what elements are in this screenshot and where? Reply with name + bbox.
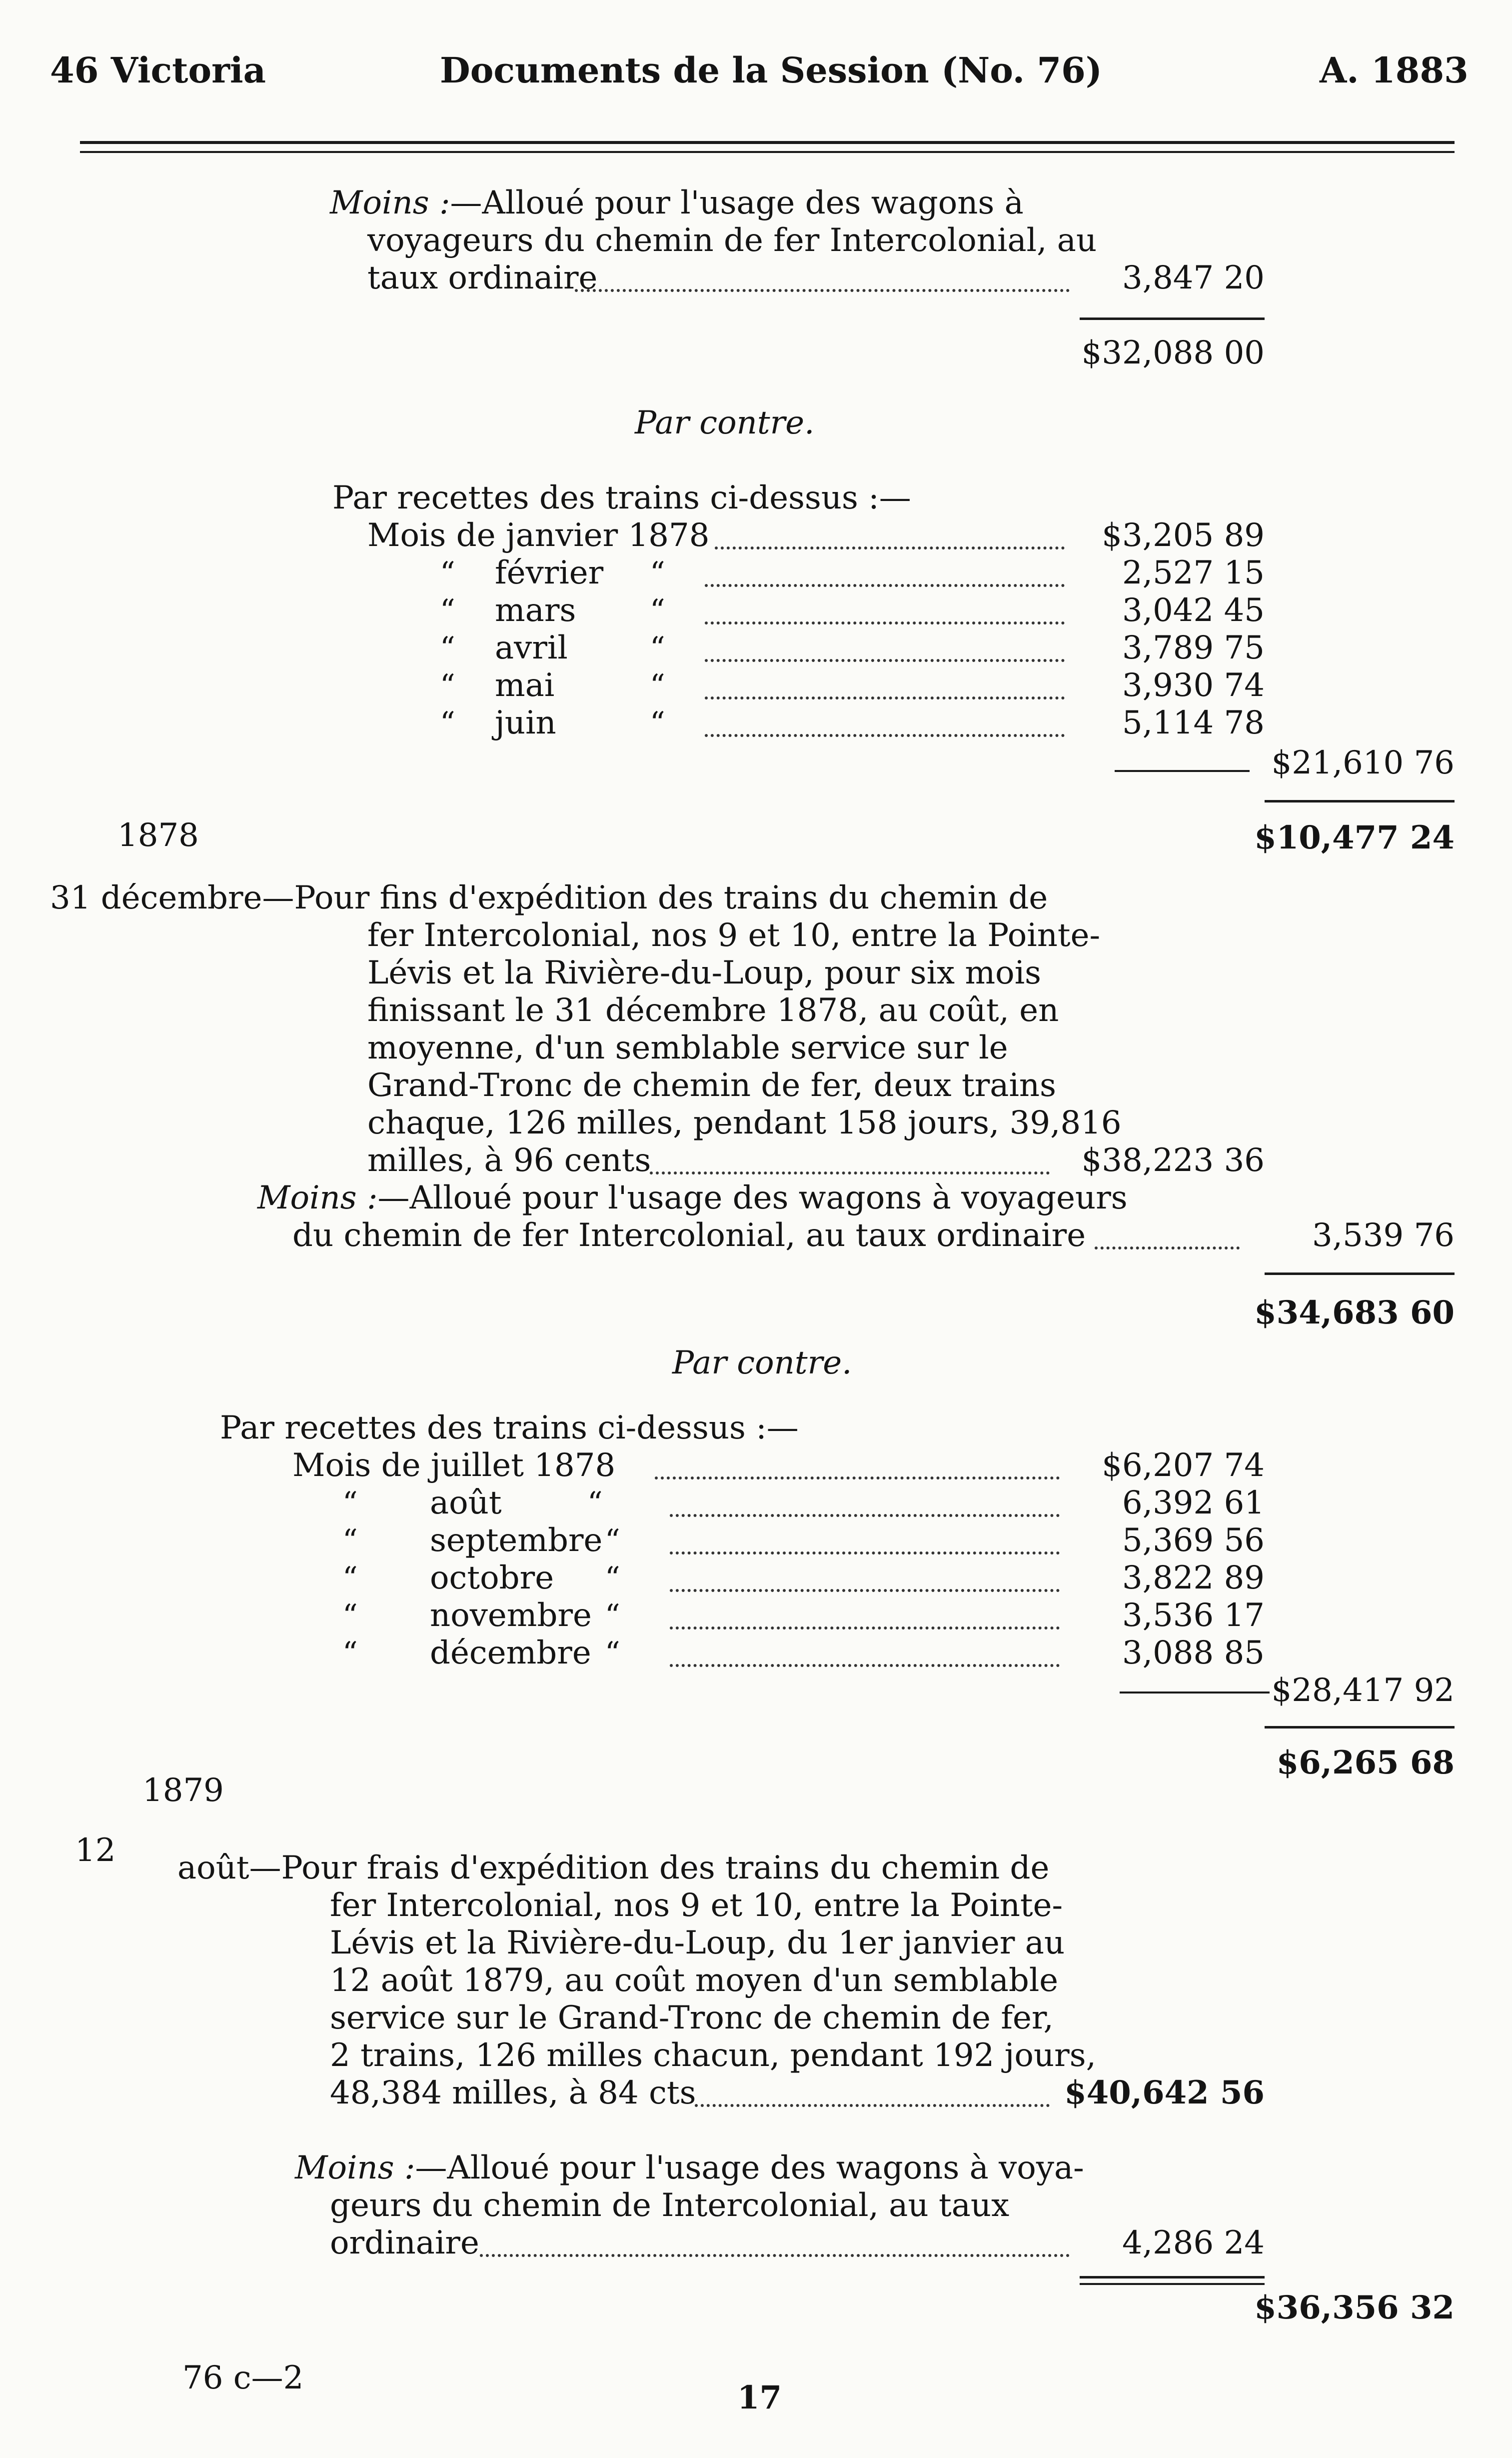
s1-moins-amount: 3,847 20 xyxy=(1122,260,1265,296)
s2-line-5: moyenne, d'un semblable service sur le xyxy=(367,1030,1008,1066)
ditto-mark: “ xyxy=(440,556,455,590)
s2-moins-line-1: Moins :—Alloué pour l'usage des wagons à voyageurs xyxy=(257,1180,1128,1216)
s3-moins-amount: 4,286 24 xyxy=(1122,2224,1265,2262)
s2-line-3: Lévis et la Rivière-du-Loup, pour six mois xyxy=(367,954,1041,992)
s1-month-amount-2: 2,527 15 xyxy=(1122,554,1265,592)
s1-sum: $21,610 76 xyxy=(1271,744,1455,782)
s2-line-1: 31 décembre—Pour fins d'expédition des trains du chemin de xyxy=(50,880,1048,916)
s3-line-6: 2 trains, 126 milles chacun, pendant 192 jours, xyxy=(330,2037,1096,2074)
s1-month-row-3: mars xyxy=(495,592,576,629)
sum-rule xyxy=(1080,2276,1265,2278)
s2-line-2: fer Intercolonial, nos 9 et 10, entre la Pointe- xyxy=(367,917,1101,954)
leader xyxy=(1095,1246,1240,1250)
ditto-mark: “ xyxy=(605,1560,620,1596)
s2-month-amount-5: 3,536 17 xyxy=(1122,1597,1265,1634)
s3-line-2: fer Intercolonial, nos 9 et 10, entre la Pointe- xyxy=(330,1887,1063,1924)
ditto-mark: “ xyxy=(650,706,665,740)
s2-line-7: chaque, 126 milles, pendant 158 jours, 39,816 xyxy=(367,1104,1122,1142)
leader xyxy=(670,1589,1060,1592)
s3-line-1: août—Pour frais d'expédition des trains du chemin de xyxy=(177,1850,1050,1886)
page-number: 17 xyxy=(737,2379,782,2416)
sum-rule xyxy=(1080,2283,1265,2285)
s2-line-6: Grand-Tronc de chemin de fer, deux trains xyxy=(367,1067,1056,1104)
s2-month-amount-3: 5,369 56 xyxy=(1122,1522,1265,1559)
s3-month: août xyxy=(177,1850,249,1886)
s3-year: 1879 xyxy=(142,1772,224,1809)
ditto-mark: “ xyxy=(650,593,665,628)
ditto-mark: “ xyxy=(650,668,665,703)
header-rule-2 xyxy=(80,151,1455,153)
s1-month-row-6: juin xyxy=(495,704,556,742)
ditto-mark: “ xyxy=(440,593,455,628)
ditto-mark: “ xyxy=(650,630,665,666)
s2-cost: $38,223 36 xyxy=(1081,1142,1265,1179)
s2-month-amount-2: 6,392 61 xyxy=(1122,1484,1265,1522)
ditto-mark: “ xyxy=(605,1523,620,1558)
s2-line-8: milles, à 96 cents xyxy=(367,1142,651,1179)
s1-month-row-4: avril xyxy=(495,630,568,666)
s1-moins-line-1: Moins :—Alloué pour l'usage des wagons à xyxy=(330,184,1024,222)
leader xyxy=(705,584,1065,587)
s1-month-amount-4: 3,789 75 xyxy=(1122,630,1265,666)
s2-recettes: Par recettes des trains ci-dessus :— xyxy=(220,1410,799,1446)
ditto-mark: “ xyxy=(342,1560,358,1596)
header-left: 46 Victoria xyxy=(50,50,266,91)
s1-total: $32,088 00 xyxy=(1081,334,1265,372)
sum-rule xyxy=(1265,800,1455,802)
s3-moins-line-3: ordinaire xyxy=(330,2224,479,2262)
ditto-mark: “ xyxy=(587,1486,603,1520)
s3-total: $36,356 32 xyxy=(1254,2289,1455,2326)
s3-line-4: 12 août 1879, au coût moyen d'un semblable xyxy=(330,1962,1059,1999)
leader xyxy=(670,1514,1060,1517)
leader xyxy=(715,546,1065,550)
s2-month-amount-1: $6,207 74 xyxy=(1102,1447,1265,1484)
header-center: Documents de la Session (No. 76) xyxy=(440,50,1102,91)
s2-par-contre: Par contre. xyxy=(672,1344,852,1382)
s2-balance: $6,265 68 xyxy=(1276,1744,1455,1782)
s1-month-amount-3: 3,042 45 xyxy=(1122,592,1265,629)
leader xyxy=(705,659,1065,662)
leader xyxy=(650,1172,1050,1174)
ditto-mark: “ xyxy=(440,630,455,666)
s3-moins-line-1: Moins :—Alloué pour l'usage des wagons à voya- xyxy=(295,2150,1084,2186)
s3-line-7: 48,384 milles, à 84 cts xyxy=(330,2074,696,2112)
sum-rule xyxy=(1265,1272,1455,1275)
s2-sum: $28,417 92 xyxy=(1271,1672,1455,1709)
s3-moins-line-2: geurs du chemin de Intercolonial, au taux xyxy=(330,2187,1010,2224)
ditto-mark: “ xyxy=(605,1636,620,1670)
sum-rule xyxy=(1080,318,1265,320)
ditto-mark: “ xyxy=(440,668,455,703)
leader xyxy=(705,622,1065,624)
header-rule-1 xyxy=(80,141,1455,144)
s2-month-amount-6: 3,088 85 xyxy=(1122,1634,1265,1672)
leader xyxy=(705,734,1065,737)
s1-month-amount-1: $3,205 89 xyxy=(1102,517,1265,554)
s2-moins-line-2: du chemin de fer Intercolonial, au taux ordinaire xyxy=(292,1217,1086,1254)
leader xyxy=(480,2254,1070,2257)
s3-cost: $40,642 56 xyxy=(1064,2074,1265,2112)
leader xyxy=(670,1626,1060,1630)
s3-day: 12 xyxy=(75,1832,116,1869)
s1-par-contre: Par contre. xyxy=(635,404,815,442)
s2-moins-amount: 3,539 76 xyxy=(1312,1217,1455,1254)
s3-line-3: Lévis et la Rivière-du-Loup, du 1er janvier au xyxy=(330,1924,1065,1962)
ditto-mark: “ xyxy=(605,1598,620,1633)
s1-month-amount-6: 5,114 78 xyxy=(1122,704,1265,742)
ditto-mark: “ xyxy=(342,1523,358,1558)
s2-month-row-1: Mois de juillet 1878 xyxy=(292,1447,616,1484)
ditto-mark: “ xyxy=(342,1486,358,1520)
s2-total: $34,683 60 xyxy=(1254,1294,1455,1332)
s2-month-row-2: août xyxy=(430,1484,502,1522)
leader xyxy=(670,1552,1060,1554)
sum-rule xyxy=(1120,1692,1270,1694)
s1-month-row-5: mai xyxy=(495,667,555,704)
s1-moins-line-3: taux ordinaire xyxy=(367,260,598,296)
s1-moins-line-2: voyageurs du chemin de fer Intercolonial, au xyxy=(367,222,1097,259)
footer-left: 76 c—2 xyxy=(182,2360,304,2396)
s1-balance: $10,477 24 xyxy=(1254,819,1455,856)
s2-year: 1878 xyxy=(117,817,199,854)
ditto-mark: “ xyxy=(342,1598,358,1633)
s2-month-row-4: octobre xyxy=(430,1560,554,1596)
s3-line-5: service sur le Grand-Tronc de chemin de fer, xyxy=(330,2000,1054,2036)
header-right: A. 1883 xyxy=(1320,50,1469,91)
s2-month-row-6: décembre xyxy=(430,1634,591,1672)
leader xyxy=(695,2104,1050,2107)
leader xyxy=(655,1476,1060,1480)
ditto-mark: “ xyxy=(440,706,455,740)
sum-rule xyxy=(1265,1726,1455,1728)
s2-month-row-3: septembre xyxy=(430,1522,603,1559)
ditto-mark: “ xyxy=(650,556,665,590)
sum-rule xyxy=(1115,770,1250,772)
s2-date: 31 décembre xyxy=(50,880,262,916)
s2-line-4: finissant le 31 décembre 1878, au coût, en xyxy=(367,992,1059,1029)
s1-month-amount-5: 3,930 74 xyxy=(1122,667,1265,704)
leader xyxy=(705,696,1065,700)
s1-recettes: Par recettes des trains ci-dessus :— xyxy=(332,480,911,516)
ditto-mark: “ xyxy=(342,1636,358,1670)
leader xyxy=(575,289,1070,292)
s1-month-row-1: Mois de janvier 1878 xyxy=(367,517,710,554)
leader xyxy=(670,1664,1060,1667)
s2-month-amount-4: 3,822 89 xyxy=(1122,1560,1265,1596)
s1-month-row-2: février xyxy=(495,554,604,592)
s2-month-row-5: novembre xyxy=(430,1597,592,1634)
